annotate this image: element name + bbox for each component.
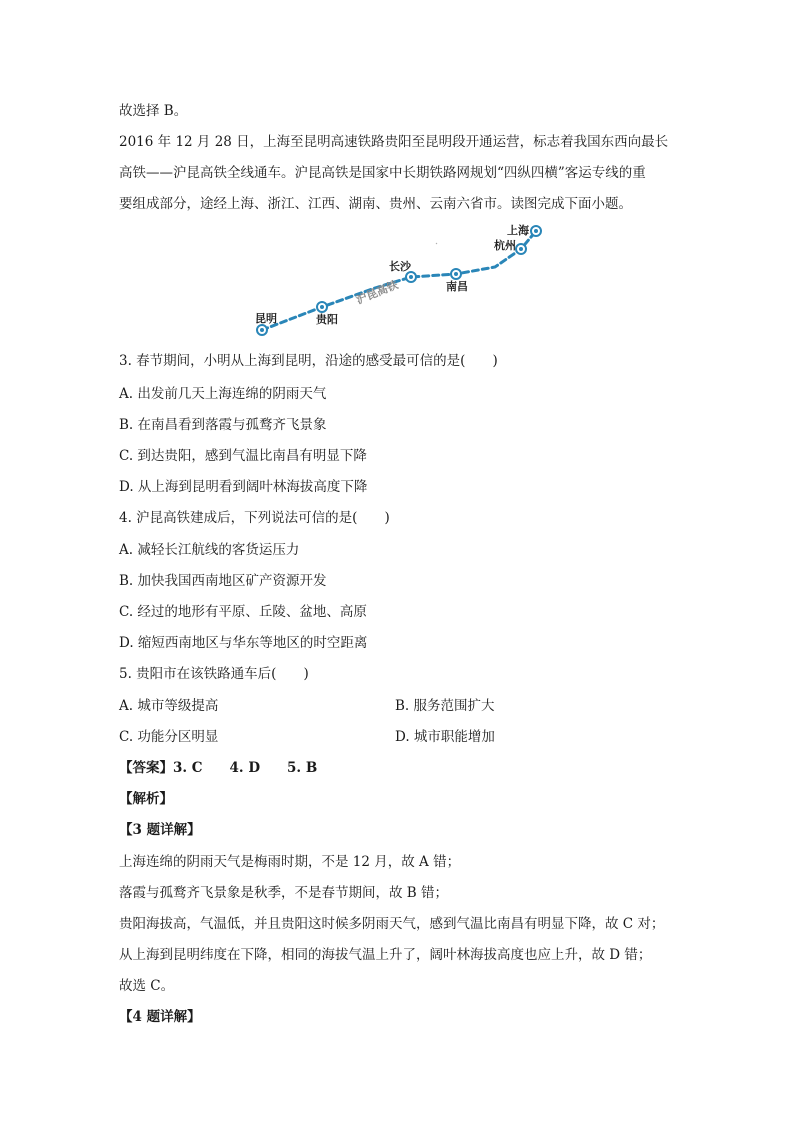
question-4-option-a: A. 减轻长江航线的客货运压力 — [119, 542, 300, 558]
city-marker-guiyang — [317, 302, 327, 312]
q3-detail-line-3: 贵阳海拔高，气温低，并且贵阳这时候多阴雨天气，感到气温比南昌有明显下降，故 C 对； — [119, 916, 665, 932]
city-marker-shanghai — [531, 226, 541, 236]
prev-answer: 故选择 B。 — [119, 103, 188, 119]
question-3-option-d: D. 从上海到昆明看到阔叶林海拔高度下降 — [119, 479, 368, 495]
q3-detail-heading: 【3 题详解】 — [119, 822, 201, 838]
city-label-hangzhou: 杭州 — [494, 239, 516, 252]
question-4-option-c: C. 经过的地形有平原、丘陵、盆地、高原 — [119, 604, 367, 620]
city-marker-changsha — [406, 272, 416, 282]
q4-detail-heading: 【4 题详解】 — [119, 1009, 201, 1025]
q3-detail-line-4: 从上海到昆明纬度在下降，相同的海拔气温上升了，阔叶林海拔高度也应上升，故 D 错； — [119, 947, 652, 963]
question-4-stem: 4. 沪昆高铁建成后，下列说法可信的是( ) — [119, 510, 390, 526]
city-marker-kunming — [257, 325, 267, 335]
question-5-option-a: A. 城市等级提高 — [119, 698, 219, 714]
question-3-option-b: B. 在南昌看到落霞与孤鹜齐飞景象 — [119, 417, 327, 433]
question-3-stem: 3. 春节期间，小明从上海到昆明，沿途的感受最可信的是( ) — [119, 353, 498, 369]
intro-line-3: 要组成部分，途经上海、浙江、江西、湖南、贵州、云南六省市。读图完成下面小题。 — [119, 196, 632, 212]
city-label-nanchang: 南昌 — [446, 280, 468, 293]
question-4-option-d: D. 缩短西南地区与华东等地区的时空距离 — [119, 635, 368, 651]
answer-line: 【答案】3. C 4. D 5. B — [119, 760, 318, 776]
city-marker-hangzhou — [516, 244, 526, 254]
city-label-kunming: 昆明 — [255, 312, 277, 325]
route-label: 沪昆高铁 — [354, 278, 400, 307]
q3-detail-line-2: 落霞与孤鹜齐飞景象是秋季，不是春节期间，故 B 错； — [119, 885, 449, 901]
intro-line-1: 2016 年 12 月 28 日，上海至昆明高速铁路贵阳至昆明段开通运营，标志着我国东西向最长 — [119, 134, 669, 150]
q3-detail-line-1: 上海连绵的阴雨天气是梅雨时期，不是 12 月，故 A 错； — [119, 854, 461, 870]
intro-line-2: 高铁——沪昆高铁全线通车。沪昆高铁是国家中长期铁路网规划“四纵四横”客运专线的重 — [119, 165, 646, 181]
question-5-option-b: B. 服务范围扩大 — [395, 698, 495, 714]
question-5-stem: 5. 贵阳市在该铁路通车后( ) — [119, 666, 309, 682]
city-label-shanghai: 上海 — [507, 224, 529, 237]
route-map — [240, 222, 560, 337]
question-5-option-d: D. 城市职能增加 — [395, 729, 495, 745]
city-label-guiyang: 贵阳 — [316, 313, 338, 326]
city-marker-nanchang — [451, 269, 461, 279]
q3-detail-line-5: 故选 C。 — [119, 978, 175, 994]
city-label-changsha: 长沙 — [389, 260, 411, 273]
question-5-option-c: C. 功能分区明显 — [119, 729, 219, 745]
analysis-heading: 【解析】 — [119, 791, 173, 807]
question-3-option-c: C. 到达贵阳，感到气温比南昌有明显下降 — [119, 448, 367, 464]
question-4-option-b: B. 加快我国西南地区矿产资源开发 — [119, 573, 327, 589]
question-3-option-a: A. 出发前几天上海连绵的阴雨天气 — [119, 386, 327, 402]
